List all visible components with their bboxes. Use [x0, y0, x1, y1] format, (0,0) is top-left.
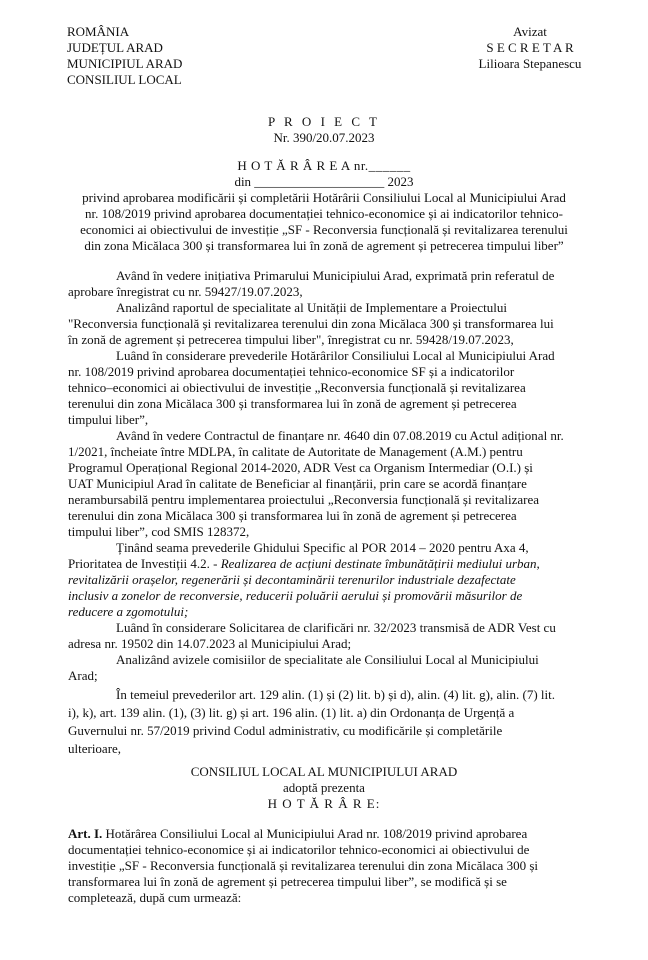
- paragraph-committees: [68, 652, 588, 684]
- paragraph-line: Ținând seama prevederile Ghidului Specific al POR 2014 – 2020 pentru Axa 4,: [116, 540, 529, 555]
- paragraph-line: Având în vedere inițiativa Primarului Municipiului Arad, exprimată prin referatul de: [116, 268, 555, 283]
- paragraph-line: ulterioare,: [68, 741, 122, 756]
- paragraph-line: timpului liber”,: [68, 412, 149, 427]
- paragraph-line: Analizând avizele comisiilor de specialitate ale Consiliului Local al Municipiului: [116, 652, 539, 667]
- paragraph-line: adresa nr. 19502 din 14.07.2023 al Municipiului Arad;: [68, 636, 352, 651]
- paragraph-line: i), k), art. 139 alin. (1), (3) lit. g) și art. 196 alin. (1) lit. a) din Ordonanța de Urgență a: [68, 705, 515, 720]
- secretary-name: Lilioara Stepanescu: [478, 56, 582, 71]
- paragraph-line: 1/2021, încheiate între MDLPA, în calitate de Autoritate de Management (A.M.) pentru: [68, 444, 523, 459]
- subject-line: economici ai obiectivului de investiție „SF - Reconversia funcțională și revitalizarea terenului: [80, 222, 568, 237]
- paragraph-line: Hotărârea Consiliului Local al Municipiului Arad nr. 108/2019 privind aprobarea: [102, 826, 528, 841]
- secretary-title: S E C R E T A R: [486, 40, 574, 55]
- paragraph-report: [68, 300, 588, 348]
- paragraph-line: timpului liber”, cod SMIS 128372,: [68, 524, 250, 539]
- approval-block: [470, 24, 590, 72]
- decision-title: H O T Ă R Â R E A nr.______: [237, 158, 411, 173]
- paragraph-line: tehnico–economici ai obiectivului de investiție „Reconversia funcțională și revitalizarea: [68, 380, 526, 395]
- paragraph-legal-basis: [68, 686, 588, 758]
- paragraph-line: în zonă de agrement și petrecerea timpului liber", înregistrat cu nr. 59428/19.07.2023,: [68, 332, 514, 347]
- paragraph-line: Arad;: [68, 668, 98, 683]
- paragraph-line: nerambursabilă pentru implementarea proiectului „Reconversia funcțională și revitalizarea: [68, 492, 540, 507]
- paragraph-line: terenului din zona Micălaca 300 și transformarea lui în zonă de agrement și petrecerea: [68, 508, 517, 523]
- paragraph-line: Guvernului nr. 57/2019 privind Codul administrativ, cu modificările și completările: [68, 723, 503, 738]
- paragraph-prior-decisions: [68, 348, 588, 428]
- article-label: Art. I.: [68, 826, 103, 841]
- subject-line: din zona Micălaca 300 și transformarea lui în zonă de agrement și petrecerea timpului liber”: [84, 238, 564, 253]
- paragraph-line-italic: inclusiv a zonelor de reconversie, reducerii poluării aerului și promovării măsurilor de: [68, 588, 523, 603]
- paragraph-initiative: [68, 268, 588, 300]
- paragraph-guide: [68, 540, 588, 620]
- paragraph-clarifications: [68, 620, 588, 652]
- paragraph-line: Programul Operațional Regional 2014-2020, ADR Vest ca Organism Intermediar (O.I.) și: [68, 460, 533, 475]
- paragraph-line: aprobare înregistrat cu nr. 59427/19.07.2023,: [68, 284, 303, 299]
- paragraph-line: terenului din zona Micălaca 300 și transformarea lui în zonă de agrement și petrecerea: [68, 396, 517, 411]
- paragraph-line: investiție „SF - Reconversia funcțională și revitalizarea terenului din zona Micălaca 300 și: [68, 858, 538, 873]
- project-label: P R O I E C T: [268, 114, 380, 129]
- issuer-municipality: MUNICIPIUL ARAD: [67, 56, 183, 71]
- paragraph-line-italic: Realizarea de acțiuni destinate îmbunătățirii mediului urban,: [220, 556, 540, 571]
- paragraph-line: completează, după cum urmează:: [68, 890, 242, 905]
- paragraph-line: UAT Municipiul Arad în calitate de Beneficiar al finanțării, prin care se acordă finanțare: [68, 476, 527, 491]
- paragraph-financing-contract: [68, 428, 588, 540]
- issuer-council: CONSILIUL LOCAL: [67, 72, 182, 87]
- approval-label: Avizat: [513, 24, 547, 39]
- paragraph-line: Prioritatea de Investiții 4.2. -: [68, 556, 221, 571]
- paragraph-line-italic: reducere a zgomotului;: [68, 604, 189, 619]
- subject-line: nr. 108/2019 privind aprobarea documentației tehnico-economice și ai indicatorilor tehnico-: [85, 206, 563, 221]
- paragraph-line: nr. 108/2019 privind aprobarea documentației tehnico-economice SF și a indicatorilor: [68, 364, 515, 379]
- paragraph-line: Având în vedere Contractul de finanțare nr. 4640 din 07.08.2019 cu Actul adițional nr.: [116, 428, 564, 443]
- paragraph-line: Analizând raportul de specialitate al Unității de Implementare a Proiectului: [116, 300, 507, 315]
- paragraph-line: Luând în considerare Solicitarea de clarificări nr. 32/2023 transmisă de ADR Vest cu: [116, 620, 556, 635]
- paragraph-line: "Reconversia funcțională și revitalizarea terenului din zona Micălaca 300 și transformarea lui: [68, 316, 554, 331]
- paragraph-line: În temeiul prevederilor art. 129 alin. (1) și (2) lit. b) și d), alin. (4) lit. g), alin. (7) lit.: [116, 687, 555, 702]
- paragraph-line: transformarea lui în zonă de agrement și petrecerea timpului liber”, se modifică și se: [68, 874, 507, 889]
- council-heading: CONSILIUL LOCAL AL MUNICIPIULUI ARAD: [190, 764, 458, 779]
- article-1: [68, 826, 588, 906]
- paragraph-line-italic: revitalizării orașelor, regenerării și decontaminării terenurilor industriale dezafectate: [68, 572, 516, 587]
- adopts-line: adoptă prezenta: [283, 780, 365, 795]
- paragraph-line: Luând în considerare prevederile Hotărârilor Consiliului Local al Municipiului Arad: [116, 348, 555, 363]
- issuer-block: [67, 24, 182, 88]
- decision-heading: H O T Ă R Â R E:: [267, 796, 381, 811]
- paragraph-line: documentației tehnico-economice și ai indicatorilor tehnico-economici ai obiectivului de: [68, 842, 530, 857]
- project-number: Nr. 390/20.07.2023: [273, 130, 375, 145]
- issuer-county: JUDEȚUL ARAD: [67, 40, 163, 55]
- issuer-country: ROMÂNIA: [67, 24, 130, 39]
- subject-line: privind aprobarea modificării și completării Hotărârii Consiliului Local al Municipiului Arad: [82, 190, 566, 205]
- decision-date: din ____________________ 2023: [234, 174, 414, 189]
